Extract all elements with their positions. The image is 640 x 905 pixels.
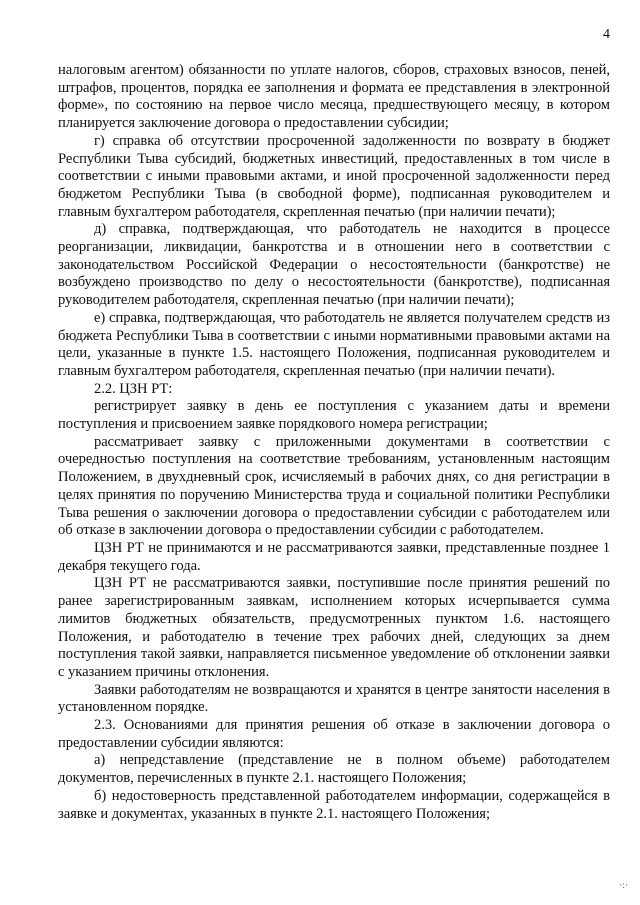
scan-margin-mark: ·:·	[619, 881, 628, 891]
document-body	[58, 62, 610, 823]
paragraph-registration: регистрирует заявку в день ее поступления с указанием даты и времени поступления и присвоением заявке порядкового номера регистрации;	[58, 398, 610, 433]
paragraph-item-a: а) непредставление (представление не в полном объеме) работодателем документов, перечисленных в пункте 2.1. настоящего Положения;	[58, 752, 610, 787]
paragraph-item-g: г) справка об отсутствии просроченной задолженности по возврату в бюджет Республики Тыва субсидий, бюджетных инвестиций, предоставленных в том числе в соответствии с иными правовыми актами, и иной просроченной задолженности перед бюджетом Республики Тыва (в свободной форме), подписанная руководителем и главным бухгалтером работодателя, скрепленная печатью (при наличии печати);	[58, 132, 610, 220]
paragraph-item-b: б) недостоверность представленной работодателем информации, содержащейся в заявке и документах, указанных в пункте 2.1. настоящего Положения;	[58, 787, 610, 822]
paragraph-rejection: ЦЗН РТ не рассматриваются заявки, поступившие после принятия решений по ранее зарегистрированным заявкам, исполнением которых исчерпывается сумма лимитов бюджетных обязательств, предусмотренных пунктом 1.6. настоящего Положения, и работодателю в течение трех рабочих дней, следующих за днем поступления такой заявки, направляется письменное уведомление об отклонении заявки с указанием причины отклонения.	[58, 575, 610, 680]
section-heading-2-2: 2.2. ЦЗН РТ:	[94, 380, 173, 397]
paragraph-item-d: д) справка, подтверждающая, что работодатель не находится в процессе реорганизации, ликвидации, банкротства и в отношении него в соответствии с законодательством Российской Федерации о несостоятельности (банкротстве) не возбуждено производство по делу о несостоятельности (банкротстве), подписанная руководителем работодателя, скрепленная печатью (при наличии печати);	[58, 221, 610, 309]
paragraph-item-e: е) справка, подтверждающая, что работодатель не является получателем средств из бюджета Республики Тыва в соответствии с иными нормативными правовыми актами на цели, указанные в пункте 1.5. настоящего Положения, подписанная руководителем и главным бухгалтером работодателя, скрепленная печатью (при наличии печати).	[58, 309, 610, 379]
paragraph-continuation: налоговым агентом) обязанности по уплате налогов, сборов, страховых взносов, пеней, штрафов, процентов, порядка ее заполнения и формата ее представления в электронной форме», по состоянию на первое число месяца, предшествующего месяцу, в котором планируется заключение договора о предоставлении субсидии;	[58, 62, 610, 132]
paragraph-storage: Заявки работодателям не возвращаются и хранятся в центре занятости населения в установленном порядке.	[58, 681, 610, 716]
page-number: 4	[603, 27, 610, 42]
paragraph-review: рассматривает заявку с приложенными документами в соответствии с очередностью поступления на соответствие требованиям, установленным настоящим Положением, в двухдневный срок, исчисляемый в рабочих днях, со дня регистрации в целях принятия по поручению Министерства труда и социальной политики Республики Тыва решения о заключении договора о предоставлении субсидии с работодателем или об отказе в заключении договора о предоставлении субсидии с работодателем.	[58, 433, 610, 539]
paragraph-deadline: ЦЗН РТ не принимаются и не рассматриваются заявки, представленные позднее 1 декабря текущего года.	[58, 539, 610, 574]
section-heading-2-3: 2.3. Основаниями для принятия решения об отказе в заключении договора о предоставлении субсидии являются:	[58, 717, 610, 751]
